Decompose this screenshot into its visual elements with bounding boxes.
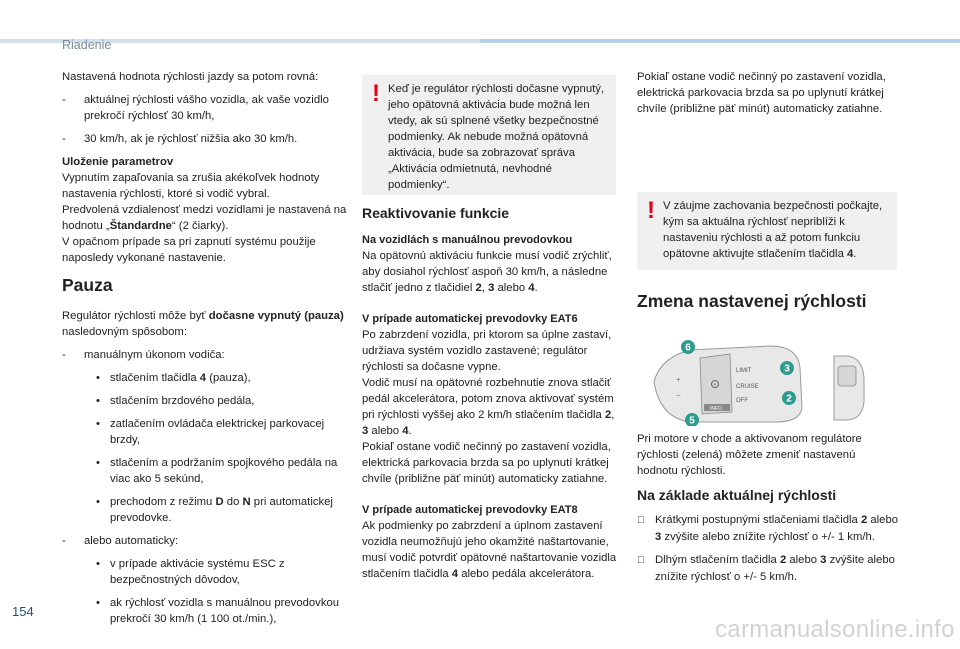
list-item: - 30 km/h, ak je rýchlosť nižšia ako 30 km/h. (62, 133, 298, 145)
list-item: • v prípade aktivácie systému ESC z bezpečnostných dôvodov, (96, 558, 285, 586)
badge-5-label: 5 (689, 415, 695, 426)
eat6-p1: Po zabrzdení vozidla, pri ktorom sa úplne zastaví, udržiava systém vozidlo zastavené; regulátor rýchlosti sa dočasne vypne. (362, 329, 612, 373)
header-bar-accent (480, 39, 960, 43)
change-speed-heading: Zmena nastavenej rýchlosti (637, 291, 867, 311)
warning-text: Keď je regulátor rýchlosti dočasne vypnutý, jeho opätovná aktivácia bude možná len vtedy, ak sú splnené všetky bezpečnostné podmienky. Ak nebude možná opätovná aktivácia, bude sa zobrazovať správa „Aktivácia odmietnutá, nevhodné podmienky“. (388, 83, 605, 191)
save-params-title: Uloženie parametrov (62, 156, 174, 168)
label-limit: LIMIT (736, 368, 752, 374)
header-bar (0, 39, 960, 43)
auto-label: - alebo automaticky: (62, 535, 179, 547)
label-cruise: CRUISE (736, 384, 759, 390)
badge-3-label: 3 (784, 363, 790, 375)
list-item: - aktuálnej rýchlosti vášho vozidla, ak vaše vozidlo prekročí rýchlosť 30 km/h, (62, 94, 329, 122)
manual-label: - manuálnym úkonom vodiča: (62, 349, 225, 361)
warning-icon: ! (647, 197, 655, 224)
badge-6-label: 6 (685, 342, 691, 354)
speedometer-icon: ⊙ (710, 377, 721, 391)
pause-heading: Pauza (62, 275, 113, 295)
watermark: carmanualsonline.info (715, 616, 955, 643)
page-number: 154 (12, 604, 34, 619)
check-icon (637, 553, 655, 569)
eat6-p2: Vodič musí na opätovné rozbehnutie znova stlačiť pedál akcelerátora, potom znova aktivovať systém pri rýchlosti vyššej ako 2 km/h stlačením tlačidla 2, 3 alebo 4. (362, 377, 615, 437)
col3-intro: Pokiaľ ostane vodič nečinný po zastavení vozidla, elektrická parkovacia brzda sa po uplynutí krátkej chvíle (približne päť minút) automaticky zatiahne. (637, 71, 886, 115)
check-icon (637, 513, 655, 529)
cruise-control-stalk-diagram (650, 338, 890, 426)
badge-2-label: 2 (786, 393, 792, 405)
save-params-p3: V opačnom prípade sa pri zapnutí systému použije naposledy vykonané nastavenie. (62, 236, 316, 264)
column-3-intro (637, 69, 897, 124)
minus-sign-icon: − (676, 391, 681, 400)
chapter-title: Riadenie (62, 38, 112, 52)
warning-box-pause (362, 75, 616, 195)
warning-text: V záujme zachovania bezpečnosti počkajte, kým sa aktuálna rýchlosť nepriblíži k nastaveniu rýchlosti a až potom funkciu opätovne aktivujte stlačením tlačidla 4. (663, 200, 883, 260)
list-item: • zatlačením ovládača elektrickej parkovacej brzdy, (96, 418, 325, 446)
column-2 (362, 200, 620, 582)
change-speed-text: Pri motore v chode a aktivovanom regulátore rýchlosti (zelená) môžete zmeniť nastavenú hodnotu rýchlosti. (637, 433, 862, 477)
list-item: Krátkymi postupnými stlačeniami tlačidla 2 alebo 3 zvýšite alebo znížite rýchlosť o +/- 1 km/h. (637, 512, 899, 545)
list-item: • prechodom z režimu D do N pri automatickej prevodovke. (96, 496, 333, 524)
eat8-title: V prípade automatickej prevodovky EAT8 (362, 504, 578, 516)
plus-sign-icon: + (676, 375, 681, 384)
save-params-p1: Vypnutím zapaľovania sa zrušia akékoľvek hodnoty nastavenia rýchlosti, ktoré si vodič vybral. (62, 172, 320, 200)
list-item: Dlhým stlačením tlačidla 2 alebo 3 zvýšite alebo znížite rýchlosť o +/- 5 km/h. (637, 552, 899, 585)
intro-text: Nastavená hodnota rýchlosti jazdy sa potom rovná: (62, 71, 319, 83)
warning-box-reactivate (637, 192, 897, 270)
manual-gearbox-title: Na vozidlách s manuálnou prevodovkou (362, 234, 573, 246)
eat6-p3: Pokiaľ ostane vodič nečinný po zastavení vozidla, elektrická parkovacia brzda sa po uplynutí krátkej chvíle (približne päť minút) automaticky zatiahne. (362, 441, 611, 485)
intro-list (62, 92, 347, 147)
manual-gearbox-text: Na opätovnú aktiváciu funkcie musí vodič zrýchliť, aby dosiahol rýchlosť aspoň 30 km/h, a následne stlačiť jedno z tlačidiel 2, 3 alebo 4. (362, 250, 612, 294)
list-item: • ak rýchlosť vozidla s manuálnou prevodovkou prekročí 30 km/h (1 100 ot./min.), (96, 597, 340, 625)
eat8-p1: Ak podmienky po zabrzdení a úplnom zastavení vozidla neumožňujú jeho okamžité naštartovanie, musí vodič potvrdiť opätovné naštartovanie vozidla stlačením tlačidla 4 alebo pedála akcelerátora. (362, 520, 617, 580)
column-3-change (637, 431, 899, 592)
column-1 (62, 69, 347, 634)
label-info: INFO (710, 406, 722, 412)
reactivate-heading: Reaktivovanie funkcie (362, 205, 510, 221)
list-item: • stlačením brzdového pedála, (96, 395, 255, 407)
save-params-p2: Predvolená vzdialenosť medzi vozidlami je nastavená na hodnotu „Štandardne“ (2 čiarky). (62, 204, 347, 232)
label-off: OFF (736, 398, 748, 404)
current-speed-heading: Na základe aktuálnej rýchlosti (637, 487, 837, 503)
eat6-title: V prípade automatickej prevodovky EAT6 (362, 313, 578, 325)
stalk-end-button (838, 366, 856, 386)
list-item: • stlačením a podržaním spojkového pedála na viac ako 5 sekúnd, (96, 457, 338, 485)
stalk-end-view (834, 356, 864, 420)
pause-intro: Regulátor rýchlosti môže byť dočasne vypnutý (pauza) nasledovným spôsobom: (62, 310, 344, 338)
change-speed-heading-wrap (637, 282, 907, 324)
list-item: • stlačením tlačidla 4 (pauza), (96, 372, 251, 384)
warning-icon: ! (372, 80, 380, 107)
